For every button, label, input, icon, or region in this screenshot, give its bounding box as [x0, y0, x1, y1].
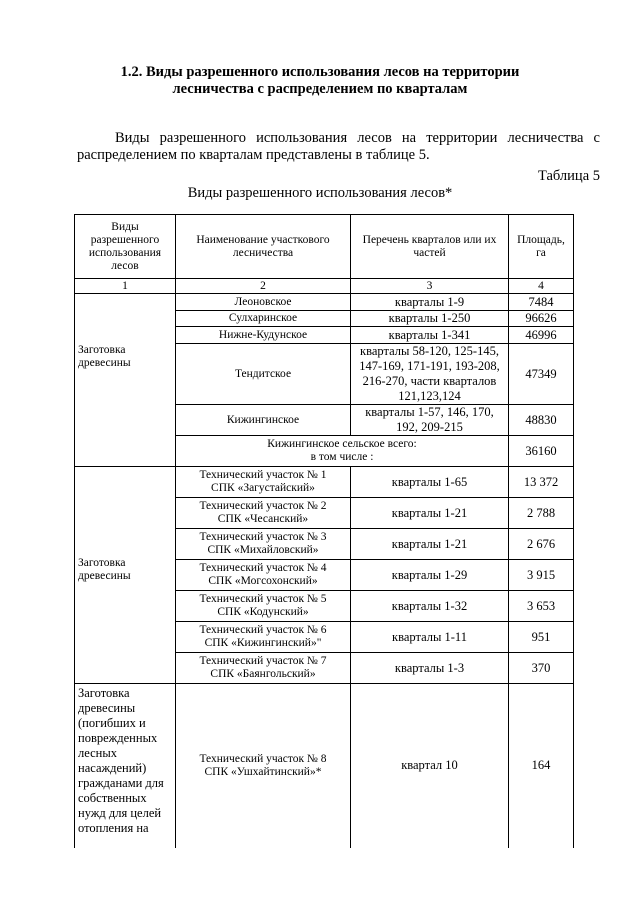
header-cell: Наименование участкового лесничества [176, 215, 351, 279]
use-type-cell: Заготовка древесины [75, 294, 176, 467]
area-cell: 48830 [509, 405, 574, 436]
table-row [75, 294, 574, 311]
column-number: 3 [351, 279, 509, 294]
forestry-name-cell: Технический участок № 8 СПК «Ушхайтинский»* [176, 684, 351, 848]
allowed-uses-table [74, 214, 574, 848]
forestry-name-cell: Технический участок № 3 СПК «Михайловский» [176, 529, 351, 560]
use-type-cell: Заготовка древесины [75, 467, 176, 684]
forestry-name-cell: Технический участок № 7 СПК «Баянгольский» [176, 653, 351, 684]
area-cell: 36160 [509, 436, 574, 467]
forestry-name-cell: Технический участок № 5 СПК «Кодунский» [176, 591, 351, 622]
area-cell: 2 676 [509, 529, 574, 560]
area-cell: 13 372 [509, 467, 574, 498]
use-type-cell: Заготовка древесины (погибших и поврежденных лесных насаждений) гражданами для собственных нужд для целей отопления на [75, 684, 176, 848]
quarters-cell: кварталы 1-21 [351, 529, 509, 560]
column-number: 2 [176, 279, 351, 294]
quarters-cell: кварталы 1-29 [351, 560, 509, 591]
area-cell: 46996 [509, 327, 574, 344]
column-number-row [75, 279, 574, 294]
table-title: Виды разрешенного использования лесов* [187, 185, 453, 201]
area-cell: 3 653 [509, 591, 574, 622]
quarters-cell: квартал 10 [351, 684, 509, 848]
quarters-cell: кварталы 1-3 [351, 653, 509, 684]
section-heading-line-1: 1.2. Виды разрешенного использования лесов на территории [120, 64, 520, 80]
quarters-cell: кварталы 1-32 [351, 591, 509, 622]
quarters-cell: кварталы 58-120, 125-145, 147-169, 171-191, 193-208, 216-270, части кварталов 121,123,124 [351, 344, 509, 405]
column-number: 4 [509, 279, 574, 294]
section-heading [0, 64, 640, 98]
header-cell: Перечень кварталов или их частей [351, 215, 509, 279]
header-cell: Виды разрешенного использования лесов [75, 215, 176, 279]
table-number: Таблица 5 [537, 168, 600, 184]
column-number: 1 [75, 279, 176, 294]
quarters-cell: кварталы 1-11 [351, 622, 509, 653]
forestry-name-cell: Технический участок № 1 СПК «Загустайский» [176, 467, 351, 498]
area-cell: 7484 [509, 294, 574, 311]
forestry-name-cell: Сулхаринское [176, 311, 351, 327]
forestry-name-cell: Нижне-Кудунское [176, 327, 351, 344]
intro-paragraph: Виды разрешенного использования лесов на территории лесничества с распределением по кварталам представлены в таблице 5. [77, 130, 600, 163]
header-cell: Площадь, га [509, 215, 574, 279]
forestry-name-cell: Технический участок № 4 СПК «Могсохонский» [176, 560, 351, 591]
subtotal-label-cell: Кижингинское сельское всего: в том числе : [176, 436, 509, 467]
table-header-row [75, 215, 574, 279]
forestry-name-cell: Тендитское [176, 344, 351, 405]
quarters-cell: кварталы 1-9 [351, 294, 509, 311]
forestry-name-cell: Кижингинское [176, 405, 351, 436]
table-row [75, 684, 574, 848]
forestry-name-cell: Технический участок № 2 СПК «Чесанский» [176, 498, 351, 529]
area-cell: 164 [509, 684, 574, 848]
forestry-name-cell: Технический участок № 6 СПК «Кижингинский»" [176, 622, 351, 653]
forestry-name-cell: Леоновское [176, 294, 351, 311]
quarters-cell: кварталы 1-21 [351, 498, 509, 529]
area-cell: 3 915 [509, 560, 574, 591]
section-heading-line-2: лесничества с распределением по кварталам [172, 81, 468, 97]
quarters-cell: кварталы 1-341 [351, 327, 509, 344]
quarters-cell: кварталы 1-57, 146, 170, 192, 209-215 [351, 405, 509, 436]
table-row [75, 467, 574, 498]
area-cell: 2 788 [509, 498, 574, 529]
area-cell: 951 [509, 622, 574, 653]
quarters-cell: кварталы 1-65 [351, 467, 509, 498]
area-cell: 96626 [509, 311, 574, 327]
area-cell: 370 [509, 653, 574, 684]
quarters-cell: кварталы 1-250 [351, 311, 509, 327]
area-cell: 47349 [509, 344, 574, 405]
